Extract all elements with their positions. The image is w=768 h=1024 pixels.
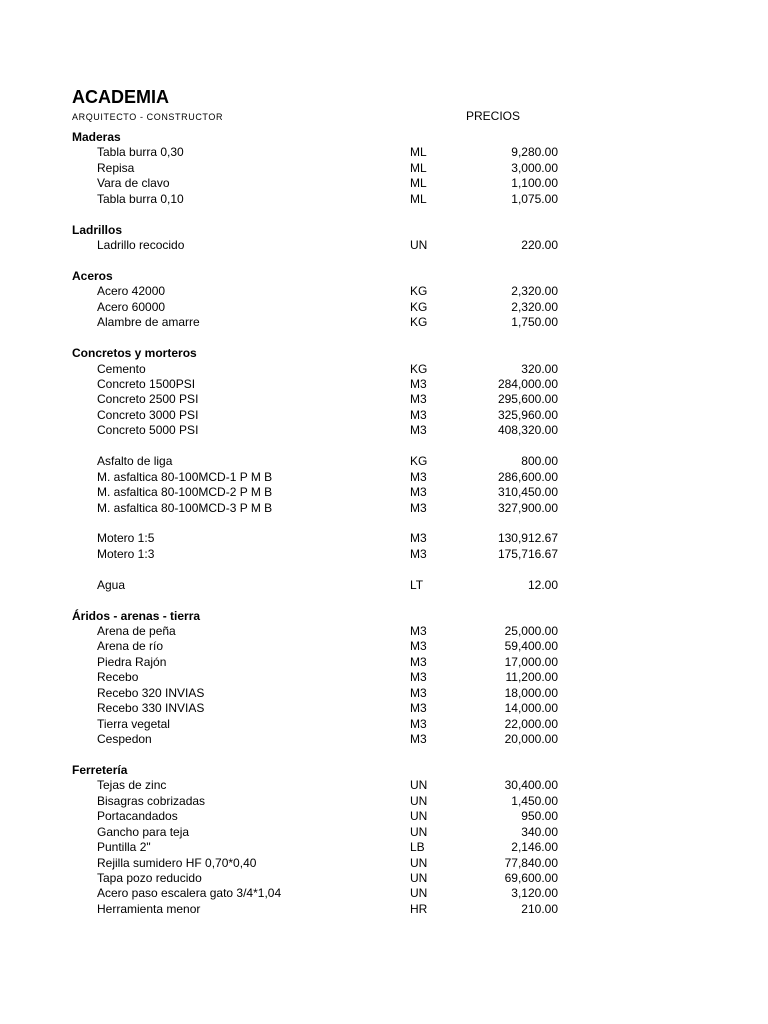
item-row xyxy=(0,238,768,253)
item-name: Repisa xyxy=(97,160,135,175)
item-unit: UN xyxy=(410,793,428,808)
spacer-row xyxy=(0,439,768,454)
item-unit: M3 xyxy=(410,469,427,484)
item-name: Alambre de amarre xyxy=(97,315,200,330)
item-unit: HR xyxy=(410,901,428,916)
item-row xyxy=(0,578,768,593)
item-unit: M3 xyxy=(410,701,427,716)
item-unit: KG xyxy=(410,361,428,376)
item-price: 3,120.00 xyxy=(511,886,558,901)
item-row xyxy=(0,192,768,207)
item-name: Concreto 1500PSI xyxy=(97,377,196,391)
item-name: Motero 1:5 xyxy=(97,531,155,546)
item-price: 69,600.00 xyxy=(504,871,558,885)
item-price: 320.00 xyxy=(521,361,558,376)
item-name: Concreto 5000 PSI xyxy=(97,423,199,438)
item-name: Acero paso escalera gato 3/4*1,04 xyxy=(97,886,282,901)
category-heading: Aceros xyxy=(72,268,113,283)
item-price: 310,450.00 xyxy=(497,485,558,500)
item-row xyxy=(0,732,768,747)
item-unit: UN xyxy=(410,238,428,253)
item-unit: M3 xyxy=(410,670,427,685)
item-name: Rejilla sumidero HF 0,70*0,40 xyxy=(97,855,257,870)
item-price: 325,960.00 xyxy=(497,407,558,422)
item-name: Concreto 3000 PSI xyxy=(97,407,199,422)
item-price: 1,100.00 xyxy=(511,176,558,191)
item-unit: M3 xyxy=(410,423,427,438)
item-name: Herramienta menor xyxy=(97,901,201,916)
item-row xyxy=(0,145,768,160)
item-price: 30,400.00 xyxy=(504,778,558,793)
item-unit: ML xyxy=(410,191,427,206)
item-unit: M3 xyxy=(410,716,427,731)
item-unit: UN xyxy=(410,778,428,793)
item-row xyxy=(0,825,768,840)
item-row xyxy=(0,624,768,639)
item-name: Tierra vegetal xyxy=(97,716,170,731)
category-heading: Ladrillos xyxy=(72,222,123,237)
item-row xyxy=(0,856,768,871)
item-row xyxy=(0,840,768,855)
item-row xyxy=(0,454,768,469)
document-title: ACADEMIA xyxy=(72,87,169,107)
item-price: 800.00 xyxy=(521,454,558,469)
item-name: Puntilla 2" xyxy=(97,840,151,855)
item-name: Recebo 320 INVIAS xyxy=(97,685,205,700)
item-row xyxy=(0,670,768,685)
spacer-row xyxy=(0,562,768,577)
item-row xyxy=(0,809,768,824)
item-unit: KG xyxy=(410,284,428,299)
item-row xyxy=(0,485,768,500)
item-name: Gancho para teja xyxy=(97,824,190,839)
category-row xyxy=(0,223,768,238)
item-unit: KG xyxy=(410,454,428,469)
item-name: Piedra Rajón xyxy=(97,654,167,669)
item-price: 20,000.00 xyxy=(504,732,558,747)
item-row xyxy=(0,161,768,176)
item-price: 130,912.67 xyxy=(497,531,558,546)
item-unit: ML xyxy=(410,176,427,191)
item-name: Tabla burra 0,30 xyxy=(97,145,184,160)
item-name: Tapa pozo reducido xyxy=(97,871,202,885)
item-unit: UN xyxy=(410,809,428,824)
item-name: Bisagras cobrizadas xyxy=(97,793,206,808)
item-name: Cemento xyxy=(97,361,146,376)
item-row xyxy=(0,377,768,392)
item-price: 1,075.00 xyxy=(511,191,558,206)
item-unit: KG xyxy=(410,315,428,330)
category-row xyxy=(0,763,768,778)
item-row xyxy=(0,423,768,438)
item-name: Arena de río xyxy=(97,639,164,654)
category-heading: Áridos - arenas - tierra xyxy=(72,608,201,623)
item-row xyxy=(0,655,768,670)
item-name: Asfalto de liga xyxy=(97,454,173,469)
spacer-row xyxy=(0,516,768,531)
category-heading: Ferretería xyxy=(72,762,128,777)
item-unit: M3 xyxy=(410,377,427,391)
item-unit: M3 xyxy=(410,531,427,546)
item-price: 175,716.67 xyxy=(497,546,558,561)
item-name: Recebo 330 INVIAS xyxy=(97,701,205,716)
category-row xyxy=(0,269,768,284)
item-name: Tabla burra 0,10 xyxy=(97,191,184,206)
item-name: Cespedon xyxy=(97,732,152,747)
item-name: Concreto 2500 PSI xyxy=(97,392,199,407)
document-subtitle: ARQUITECTO - CONSTRUCTOR xyxy=(72,112,224,122)
item-price: 18,000.00 xyxy=(504,685,558,700)
category-heading: Concretos y morteros xyxy=(72,346,197,361)
item-price: 327,900.00 xyxy=(497,500,558,515)
item-name: M. asfaltica 80-100MCD-1 P M B xyxy=(97,469,273,484)
item-unit: KG xyxy=(410,299,428,314)
spacer-row xyxy=(0,593,768,608)
item-price: 220.00 xyxy=(521,238,558,253)
item-row xyxy=(0,531,768,546)
item-row xyxy=(0,547,768,562)
item-price: 25,000.00 xyxy=(504,624,558,638)
item-price: 1,750.00 xyxy=(511,315,558,330)
item-name: Recebo xyxy=(97,670,139,685)
item-price: 12.00 xyxy=(527,577,558,592)
item-price: 286,600.00 xyxy=(497,469,558,484)
price-list xyxy=(0,130,768,917)
item-row xyxy=(0,639,768,654)
item-row xyxy=(0,470,768,485)
item-price: 210.00 xyxy=(521,901,558,916)
item-price: 284,000.00 xyxy=(497,377,558,391)
item-unit: M3 xyxy=(410,500,427,515)
prices-column-header: PRECIOS xyxy=(466,109,521,123)
item-name: Acero 60000 xyxy=(97,299,166,314)
item-name: Ladrillo recocido xyxy=(97,238,185,253)
item-price: 340.00 xyxy=(521,824,558,839)
item-row xyxy=(0,778,768,793)
spacer-row xyxy=(0,331,768,346)
category-heading: Maderas xyxy=(72,130,121,144)
item-unit: M3 xyxy=(410,624,427,638)
spacer-row xyxy=(0,207,768,222)
item-row xyxy=(0,362,768,377)
item-name: Arena de peña xyxy=(97,624,176,638)
category-row xyxy=(0,346,768,361)
item-price: 950.00 xyxy=(521,809,558,824)
item-unit: M3 xyxy=(410,685,427,700)
item-price: 1,450.00 xyxy=(511,793,558,808)
item-price: 9,280.00 xyxy=(511,145,558,160)
item-unit: M3 xyxy=(410,732,427,747)
item-price: 2,146.00 xyxy=(511,840,558,855)
item-price: 17,000.00 xyxy=(504,654,558,669)
item-row xyxy=(0,902,768,917)
item-row xyxy=(0,886,768,901)
item-name: Vara de clavo xyxy=(97,176,170,191)
item-row xyxy=(0,501,768,516)
spacer-row xyxy=(0,254,768,269)
item-price: 14,000.00 xyxy=(504,701,558,716)
item-name: Portacandados xyxy=(97,809,178,824)
item-price: 77,840.00 xyxy=(504,855,558,870)
item-unit: M3 xyxy=(410,546,427,561)
item-row xyxy=(0,717,768,732)
item-unit: LT xyxy=(410,577,424,592)
item-row xyxy=(0,794,768,809)
item-name: M. asfaltica 80-100MCD-2 P M B xyxy=(97,485,273,500)
item-unit: UN xyxy=(410,824,428,839)
item-unit: M3 xyxy=(410,392,427,407)
item-price: 11,200.00 xyxy=(505,670,558,685)
item-row xyxy=(0,176,768,191)
item-row xyxy=(0,284,768,299)
item-row xyxy=(0,871,768,886)
item-price: 3,000.00 xyxy=(511,160,558,175)
category-row xyxy=(0,609,768,624)
spacer-row xyxy=(0,748,768,763)
item-name: Agua xyxy=(97,577,126,592)
item-unit: UN xyxy=(410,855,428,870)
item-unit: M3 xyxy=(410,639,427,654)
category-row xyxy=(0,130,768,145)
item-unit: M3 xyxy=(410,654,427,669)
item-unit: M3 xyxy=(410,485,427,500)
item-price: 59,400.00 xyxy=(504,639,558,654)
item-price: 2,320.00 xyxy=(511,299,558,314)
item-price: 2,320.00 xyxy=(511,284,558,299)
item-unit: UN xyxy=(410,871,428,885)
item-name: Motero 1:3 xyxy=(97,546,155,561)
item-row xyxy=(0,315,768,330)
item-price: 408,320.00 xyxy=(497,423,558,438)
item-row xyxy=(0,701,768,716)
item-unit: LB xyxy=(410,840,425,855)
item-unit: UN xyxy=(410,886,428,901)
item-price: 295,600.00 xyxy=(497,392,558,407)
item-row xyxy=(0,300,768,315)
item-name: M. asfaltica 80-100MCD-3 P M B xyxy=(97,500,273,515)
item-row xyxy=(0,408,768,423)
item-row xyxy=(0,392,768,407)
item-price: 22,000.00 xyxy=(504,716,558,731)
item-unit: M3 xyxy=(410,407,427,422)
item-name: Tejas de zinc xyxy=(97,778,167,793)
item-unit: ML xyxy=(410,160,427,175)
item-name: Acero 42000 xyxy=(97,284,166,299)
item-row xyxy=(0,686,768,701)
item-unit: ML xyxy=(410,145,427,160)
